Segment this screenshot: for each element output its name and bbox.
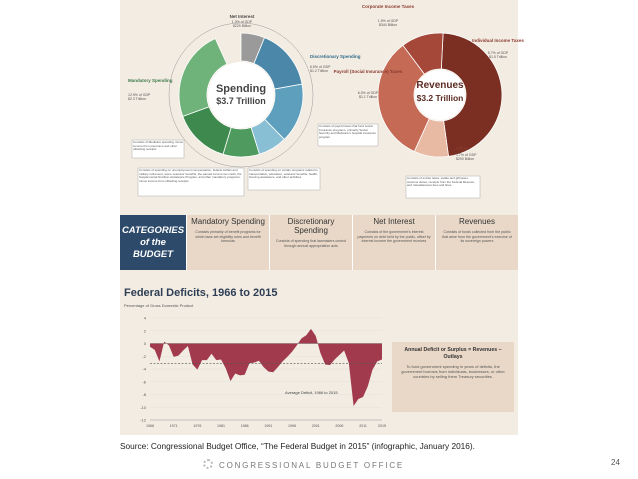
x-tick-label: 1996 bbox=[288, 424, 297, 428]
category-discretionary bbox=[269, 215, 352, 270]
mandatory-pct: 12.9% of GDP bbox=[128, 93, 151, 97]
category-name: Net Interest bbox=[373, 217, 415, 226]
page-number: 24 bbox=[611, 458, 620, 467]
net-interest-pct: 1.3% of GDP bbox=[231, 20, 253, 24]
x-tick-label: 1986 bbox=[240, 424, 249, 428]
deficits-chart bbox=[120, 310, 392, 434]
y-tick-label: -8 bbox=[142, 392, 146, 397]
y-tick-label: 2 bbox=[143, 328, 146, 334]
medicare-note: Consists of Medicare spending minus income from premiums and other offsetting receipts bbox=[133, 140, 183, 152]
category-desc: Consists of spending that lawmakers control through annual appropriation acts bbox=[275, 239, 347, 248]
mandatory-amt: $2.3 Trillion bbox=[128, 97, 146, 101]
x-tick-label: 2001 bbox=[311, 424, 320, 428]
discretionary-pct: 6.5% of GDP bbox=[310, 65, 331, 69]
category-net-interest bbox=[352, 215, 435, 270]
average-label: Average Deficit, 1966 to 2015 bbox=[285, 390, 338, 395]
categories-title: CATEGORIES of the BUDGET bbox=[120, 215, 186, 270]
x-tick-label: 1981 bbox=[217, 424, 226, 428]
other-mandatory-note: Consists of spending on unemployment compensation, federal civilian and military retirement, some veterans' benefits, the earned income tax credit, the Supplemental Nutrition Assistance Program, and other mandatory programs, minus income from offsetting receipts bbox=[139, 168, 242, 183]
other-rev-note: Consists of excise taxes, estate and gift taxes, customs duties, receipts from the Federal Reserve, and miscellaneous fees and fines bbox=[407, 176, 475, 188]
other-rev-pct: 1.7% of GDP bbox=[456, 153, 477, 157]
x-tick-label: 1991 bbox=[264, 424, 273, 428]
category-revenues bbox=[435, 215, 518, 270]
donut-charts bbox=[120, 0, 524, 212]
x-tick-label: 1966 bbox=[146, 424, 154, 428]
payroll-label: Payroll (Social Insurance) Taxes bbox=[333, 69, 403, 74]
y-tick-label: -12 bbox=[140, 417, 146, 423]
deficits-title: Federal Deficits, 1966 to 2015 bbox=[124, 287, 278, 299]
source-note: Source: Congressional Budget Office, “The Federal Budget in 2015” (infographic, January 2016). bbox=[120, 441, 475, 451]
individual-amt: $1.5 Trillion bbox=[489, 55, 507, 59]
x-tick-label: 2015 bbox=[378, 424, 386, 428]
mandatory-label: Mandatory Spending bbox=[128, 78, 173, 83]
spending-amount: $3.7 Trillion bbox=[216, 96, 266, 106]
cbo-logo-icon bbox=[203, 459, 213, 469]
category-mandatory bbox=[186, 215, 269, 270]
category-name: Discretionary Spending bbox=[287, 217, 335, 235]
spending-title: Spending bbox=[215, 83, 267, 95]
net-interest-amt: $229 Billion bbox=[232, 24, 252, 28]
y-tick-label: 0 bbox=[143, 341, 146, 346]
corporate-label: Corporate Income Taxes bbox=[361, 4, 415, 9]
y-tick-label: -2 bbox=[142, 353, 146, 359]
payroll-pct: 6.0% of GDP bbox=[357, 91, 379, 95]
other-rev-amt: $290 Billion bbox=[456, 157, 475, 161]
other-rev-label: Other bbox=[456, 146, 469, 151]
x-tick-label: 1976 bbox=[193, 424, 202, 428]
y-tick-label: 4 bbox=[143, 315, 146, 321]
revenues-title: Revenues bbox=[416, 80, 464, 91]
individual-pct: 8.7% of GDP bbox=[487, 51, 509, 55]
deficits-subtitle: Percentage of Gross Domestic Product bbox=[124, 303, 194, 308]
deficits-y-ticks bbox=[140, 316, 147, 423]
category-desc: Consists primarily of benefit programs for which laws set eligibility rules and benefit formulas bbox=[195, 230, 261, 244]
annotation-title: Annual Deficit or Surplus = Revenues − Outlays bbox=[404, 347, 502, 360]
footer-org: CONGRESSIONAL BUDGET OFFICE bbox=[219, 461, 405, 470]
discretionary-amt: $1.2 Trillion bbox=[310, 69, 328, 73]
spending-center bbox=[208, 62, 274, 128]
individual-label: Individual Income Taxes bbox=[472, 38, 524, 43]
category-name: Mandatory Spending bbox=[191, 217, 265, 226]
revenues-amount: $3.2 Trillion bbox=[416, 93, 464, 103]
category-desc: Consists of funds collected from the public that arise from the government's exercise of its sovereign powers bbox=[442, 230, 512, 244]
y-tick-label: -6 bbox=[142, 379, 146, 385]
category-desc: Consists of the government's interest payments on debt held by the public, offset by interest income the government receives bbox=[357, 230, 431, 244]
annotation-desc: To fund government spending in years of deficits, the government borrows from individuals, businesses, or other countries by selling them Treasury securities. bbox=[401, 364, 505, 379]
x-tick-label: 2006 bbox=[335, 424, 344, 428]
payroll-note: Consists of payroll taxes that fund social insurance programs, primarily Social Security and Medicare's hospital insurance program bbox=[319, 124, 376, 139]
category-name: Revenues bbox=[458, 217, 496, 226]
corporate-pct: 1.9% of GDP bbox=[377, 19, 399, 23]
x-tick-label: 2011 bbox=[359, 424, 367, 428]
spending-donut bbox=[169, 23, 313, 167]
discretionary-label: Discretionary Spending bbox=[310, 54, 361, 59]
corporate-amt: $344 Billion bbox=[378, 23, 398, 27]
payroll-amt: $1.1 Trillion bbox=[359, 95, 377, 99]
net-interest-label: Net Interest bbox=[229, 14, 255, 19]
nondefense-note: Consists of spending on certain programs related to transportation, education, veterans' benefits, health, housing assistance, and other activities bbox=[249, 168, 318, 180]
y-tick-label: -4 bbox=[142, 366, 146, 372]
x-tick-label: 1971 bbox=[169, 424, 178, 428]
y-tick-label: -10 bbox=[140, 404, 146, 410]
deficits-x-ticks bbox=[146, 420, 386, 428]
annotation-box bbox=[392, 342, 514, 412]
